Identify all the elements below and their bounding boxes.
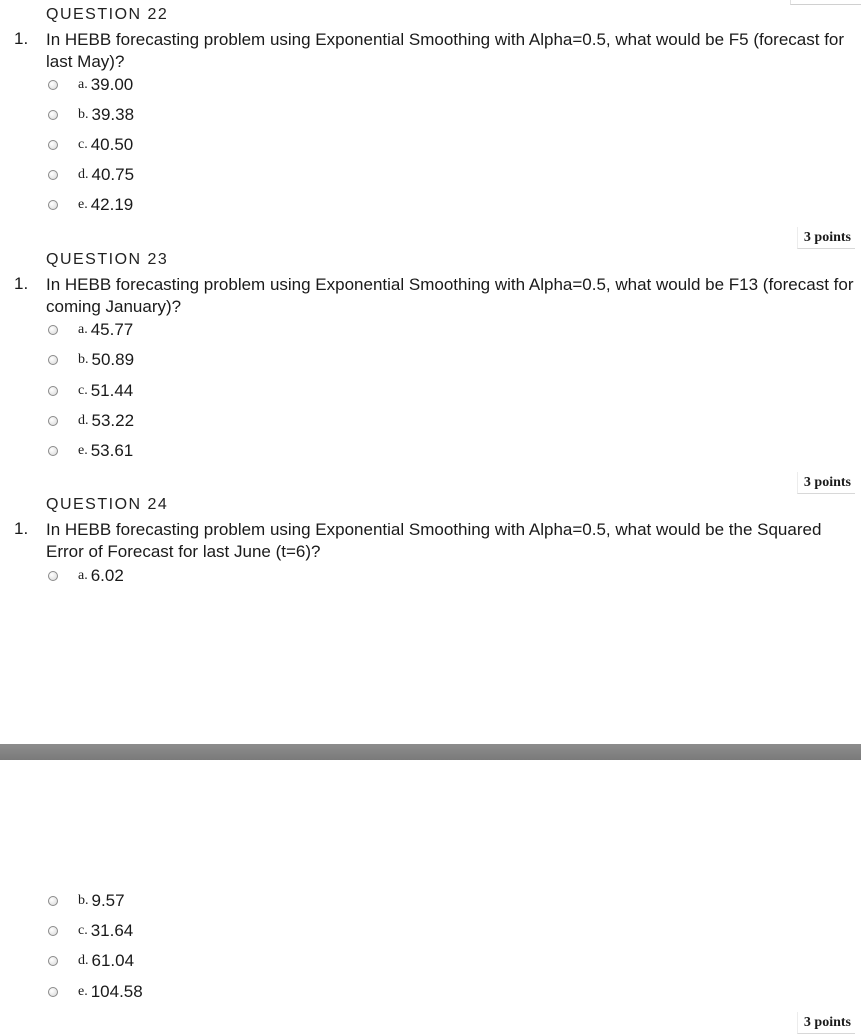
option-value: 42.19 xyxy=(90,195,134,214)
option-letter: c. xyxy=(78,383,88,398)
radio-button-icon[interactable] xyxy=(48,355,58,365)
radio-button-icon[interactable] xyxy=(48,571,58,581)
option-value: 9.57 xyxy=(91,891,125,910)
option-letter: a. xyxy=(78,568,88,583)
q24-option-d[interactable] xyxy=(48,950,134,972)
question-23-text: In HEBB forecasting problem using Exponential Smoothing with Alpha=0.5, what would be F13 (forecast for coming January)? xyxy=(46,275,854,316)
page-break-divider xyxy=(0,744,861,760)
option-value: 61.04 xyxy=(91,951,135,970)
q22-option-b[interactable] xyxy=(48,104,134,126)
radio-button-icon[interactable] xyxy=(48,325,58,335)
question-22-title: QUESTION 22 xyxy=(46,6,169,23)
q23-option-c[interactable] xyxy=(48,380,133,402)
q23-option-e[interactable] xyxy=(48,440,133,462)
radio-button-icon[interactable] xyxy=(48,170,58,180)
q22-option-d[interactable] xyxy=(48,164,134,186)
q22-option-c[interactable] xyxy=(48,134,133,156)
question-23-title: QUESTION 23 xyxy=(46,251,169,268)
option-value: 39.38 xyxy=(91,105,135,124)
question-24-points: 3 points xyxy=(797,1012,855,1034)
question-23-number: 1. xyxy=(14,274,29,293)
question-24-title: QUESTION 24 xyxy=(46,496,169,513)
q23-option-d[interactable] xyxy=(48,410,134,432)
option-letter: d. xyxy=(78,167,89,182)
radio-button-icon[interactable] xyxy=(48,446,58,456)
q24-option-e[interactable] xyxy=(48,981,143,1003)
option-value: 51.44 xyxy=(90,381,134,400)
q24-option-b[interactable] xyxy=(48,890,125,912)
option-letter: c. xyxy=(78,923,88,938)
q22-option-a[interactable] xyxy=(48,74,133,96)
radio-button-icon[interactable] xyxy=(48,416,58,426)
radio-button-icon[interactable] xyxy=(48,386,58,396)
option-letter: a. xyxy=(78,77,88,92)
radio-button-icon[interactable] xyxy=(48,110,58,120)
option-letter: e. xyxy=(78,197,88,212)
radio-button-icon[interactable] xyxy=(48,987,58,997)
option-value: 53.61 xyxy=(90,441,134,460)
radio-button-icon[interactable] xyxy=(48,896,58,906)
radio-button-icon[interactable] xyxy=(48,80,58,90)
option-letter: c. xyxy=(78,137,88,152)
question-22-text: In HEBB forecasting problem using Exponential Smoothing with Alpha=0.5, what would be F5 (forecast for last May)? xyxy=(46,30,845,71)
option-value: 39.00 xyxy=(90,75,134,94)
option-letter: e. xyxy=(78,984,88,999)
radio-button-icon[interactable] xyxy=(48,926,58,936)
option-value: 40.50 xyxy=(90,135,134,154)
option-value: 45.77 xyxy=(90,320,134,339)
option-letter: e. xyxy=(78,443,88,458)
option-letter: b. xyxy=(78,352,89,367)
question-24-text: In HEBB forecasting problem using Exponential Smoothing with Alpha=0.5, what would be the Squared Error of Forecast for last June (t=6)? xyxy=(46,520,822,561)
top-points-box-edge xyxy=(790,0,861,5)
option-value: 6.02 xyxy=(90,566,124,585)
q22-option-e[interactable] xyxy=(48,194,133,216)
q23-option-a[interactable] xyxy=(48,319,133,341)
question-22-number: 1. xyxy=(14,29,29,48)
option-value: 53.22 xyxy=(91,411,135,430)
option-value: 40.75 xyxy=(91,165,135,184)
option-value: 31.64 xyxy=(90,921,134,940)
q23-option-b[interactable] xyxy=(48,349,134,371)
option-letter: a. xyxy=(78,322,88,337)
q24-option-c[interactable] xyxy=(48,920,133,942)
option-letter: b. xyxy=(78,107,89,122)
option-letter: b. xyxy=(78,893,89,908)
option-letter: d. xyxy=(78,953,89,968)
radio-button-icon[interactable] xyxy=(48,956,58,966)
question-23-points: 3 points xyxy=(797,472,855,494)
question-22-points: 3 points xyxy=(797,227,855,249)
radio-button-icon[interactable] xyxy=(48,140,58,150)
option-value: 50.89 xyxy=(91,350,135,369)
q24-option-a[interactable] xyxy=(48,565,124,587)
option-value: 104.58 xyxy=(90,982,143,1001)
option-letter: d. xyxy=(78,413,89,428)
question-24-number: 1. xyxy=(14,519,29,538)
radio-button-icon[interactable] xyxy=(48,200,58,210)
